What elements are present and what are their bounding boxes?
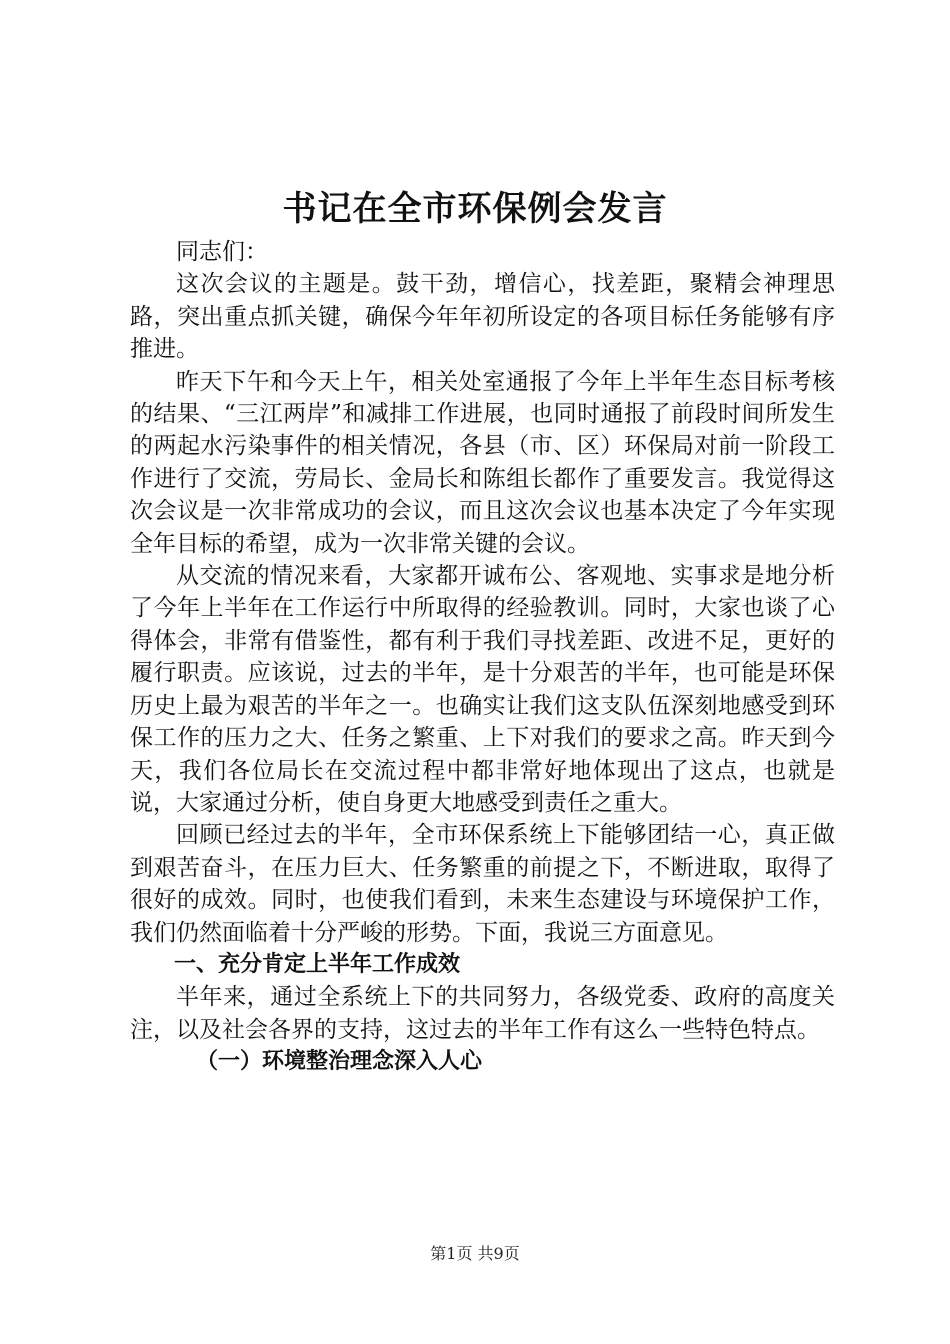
paragraph-2: 昨天下午和今天上午，相关处室通报了今年上半年生态目标考核的结果、“三江两岸”和减排工作进展，也同时通报了前段时间所发生的两起水污染事件的相关情况，各县（市、区）环保局对前一阶段工作进行了交流，劳局长、金局长和陈组长都作了重要发言。我觉得这次会议是一次非常成功的会议，而且这次会议也基本决定了今年实现全年目标的希望，成为一次非常关键的会议。 xyxy=(130,368,835,557)
paragraph-3: 从交流的情况来看，大家都开诚布公、客观地、实事求是地分析了今年上半年在工作运行中所取得的经验教训。同时，大家也谈了心得体会，非常有借鉴性，都有利于我们寻找差距、改进不足，更好的履行职责。应该说，过去的半年，是十分艰苦的半年，也可能是环保历史上最为艰苦的半年之一。也确实让我们这支队伍深刻地感受到环保工作的压力之大、任务之繁重、上下对我们的要求之高。昨天到今天，我们各位局长在交流过程中都非常好地体现出了这点，也就是说，大家通过分析，使自身更大地感受到责任之重大。 xyxy=(130,563,835,816)
paragraph-5: 半年来，通过全系统上下的共同努力，各级党委、政府的高度关注，以及社会各界的支持，这过去的半年工作有这么一些特色特点。 xyxy=(130,984,835,1043)
paragraph-4: 回顾已经过去的半年，全市环保系统上下能够团结一心，真正做到艰苦奋斗，在压力巨大、任务繁重的前提之下，不断进取，取得了很好的成效。同时，也使我们看到，未来生态建设与环境保护工作，我们仍然面临着十分严峻的形势。下面，我说三方面意见。 xyxy=(130,822,835,946)
document-body xyxy=(130,236,835,1079)
document-title: 书记在全市环保例会发言 xyxy=(282,189,668,229)
subsection-heading: （一）环境整治理念深入人心 xyxy=(196,1049,483,1075)
page-number: 第1页 共9页 xyxy=(430,1244,520,1263)
paragraph-1: 这次会议的主题是。鼓干劲，增信心，找差距，聚精会神理思路，突出重点抓关键，确保今年年初所设定的各项目标任务能够有序推进。 xyxy=(130,271,835,363)
section-heading: 一、充分肯定上半年工作成效 xyxy=(174,951,461,977)
greeting: 同志们： xyxy=(176,239,268,265)
